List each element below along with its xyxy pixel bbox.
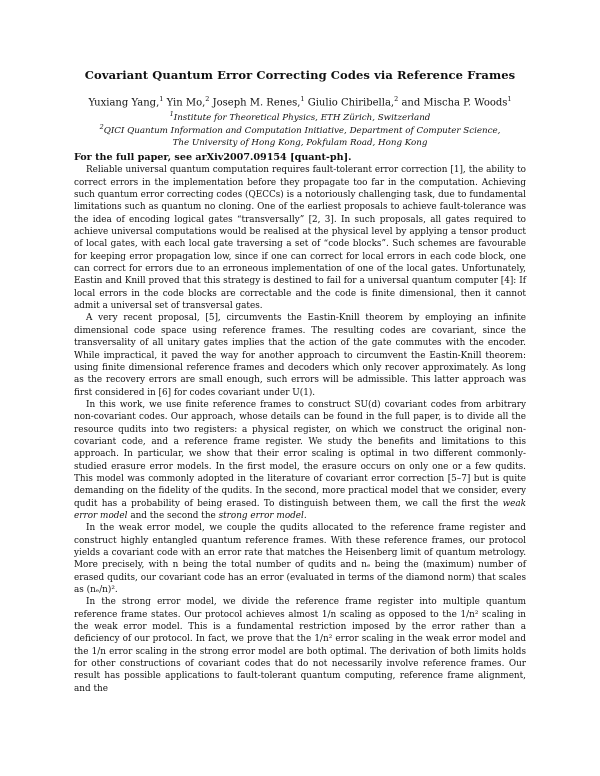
author-affiliation-mark: 2 — [394, 95, 399, 103]
paragraph-5: In the strong error model, we divide the reference frame register into multiple quantum reference frame states. Our protocol achieves almost 1/n scaling as opposed to the 1/n² scaling in the weak error model. This is a fundamental restriction imposed by the error rather than a deficiency of our protocol. In fact, we prove that the 1/n² error scaling in the weak error model and the 1/n error scaling in the strong error model are both optimal. The derivation of both limits holds for other constructions of covariant codes that do not necessarily involve reference frames. Our result has possible applications to fault-tolerant quantum computing, reference frame alignment, and the — [74, 597, 526, 694]
affiliation-mark: 1 — [169, 110, 174, 118]
full-paper-reference: For the full paper, see arXiv2007.09154 [quant-ph]. — [74, 152, 352, 163]
affiliation-2 — [0, 123, 600, 136]
author-affiliation-mark: 1 — [300, 95, 305, 103]
author-name: Yuxiang Yang, — [88, 97, 160, 109]
paper-body — [74, 152, 526, 695]
author-list — [0, 95, 600, 108]
paragraph-4: In the weak error model, we couple the qudits allocated to the reference frame register and construct highly entangled quantum reference frames. With these reference frames, our protocol yields a covariant code with an error rate that matches the Heisenberg limit of quantum metrology. More precisely, with n being the total number of qudits and nₑ being the (maximum) number of erased qudits, our covariant code has an error (evaluated in terms of the diamond norm) that scales as (nₑ/n)². — [74, 523, 526, 596]
paragraph-3-text: In this work, we use finite reference frames to construct SU(d) covariant codes from arbitrary non-covariant codes. Our approach, whose details can be found in the full paper, is to divide all the resource qudits into two registers: a physical register, on which we construct the original non-covariant code, and a reference frame register. We study the benefits and limitations to this approach. In particular, we show that their error scaling is optimal in two different commonly-studied erasure error models. In the first model, the erasure occurs on only one or a few qudits. This model was commonly adopted in the literature of covariant error correction [5–7] but is quite demanding on the fidelity of the qudits. In the second, more practical model that we consider, every qudit has a probability of being erased. To distinguish between them, we call the first the — [74, 399, 526, 509]
author-name: Giulio Chiribella, — [307, 97, 395, 109]
author-name: Yin Mo, — [166, 97, 206, 109]
paragraph-3-mid: and the second the — [130, 510, 216, 521]
affiliation-mark: 2 — [99, 123, 104, 131]
paragraph-3 — [74, 399, 526, 522]
author-affiliation-mark: 1 — [507, 95, 512, 103]
strong-error-model-term: strong error model — [218, 510, 304, 521]
author-name: and Mischa P. Woods — [401, 97, 508, 109]
paper-title: Covariant Quantum Error Correcting Codes via Reference Frames — [84, 68, 516, 82]
affiliation-2-continued — [0, 135, 600, 148]
affiliation-text: QICI Quantum Information and Computation Initiative, Department of Computer Science, — [103, 125, 501, 136]
affiliation-1 — [0, 110, 600, 123]
author-affiliation-mark: 2 — [205, 95, 210, 103]
author-affiliation-mark: 1 — [159, 95, 164, 103]
paragraph-3-end: . — [303, 510, 307, 521]
affiliation-text: Institute for Theoretical Physics, ETH Zürich, Switzerland — [173, 112, 431, 123]
affiliation-text: The University of Hong Kong, Pokfulam Road, Hong Kong — [172, 137, 428, 148]
author-name: Joseph M. Renes, — [212, 97, 301, 109]
paragraph-1: Reliable universal quantum computation requires fault-tolerant error correction [1], the ability to correct errors in the implementation before they propagate too far in the computation. Achieving such quantum error correcting codes (QECCs) is a notoriously challenging task, due to fundamental limitations such as quantum no cloning. One of the earliest proposals to achieve fault-tolerance was the idea of encoding logical gates “transversally” [2, 3]. In such proposals, all gates required to achieve universal computations would be realised at the physical level by applying a tensor product of local gates, with each local gate traversing a set of “code blocks”. Such schemes are favourable for keeping error propagation low, since if one can correct for local errors in each code block, one can correct for errors due to an erroneous implementation of one of the local gates. Unfortunately, Eastin and Knill proved that this strategy is destined to fail for a universal quantum computer [4]: If local errors in the code blocks are correctable and the code is finite dimensional, then it cannot admit a universal set of transversal gates. — [74, 165, 526, 312]
weak-error-model-term: weak error model — [74, 498, 526, 521]
paragraph-2: A very recent proposal, [5], circumvents the Eastin-Knill theorem by employing an infinite dimensional code space using reference frames. The resulting codes are covariant, since the transversality of all unitary gates implies that the action of the gate commutes with the encoder. While impractical, it paved the way for another approach to circumvent the Eastin-Knill theorem: using finite dimensional reference frames and decoders which only recover approximately. As long as the recovery errors are small enough, such errors will be admissible. This latter approach was first considered in [6] for codes covariant under U(1). — [74, 313, 526, 398]
